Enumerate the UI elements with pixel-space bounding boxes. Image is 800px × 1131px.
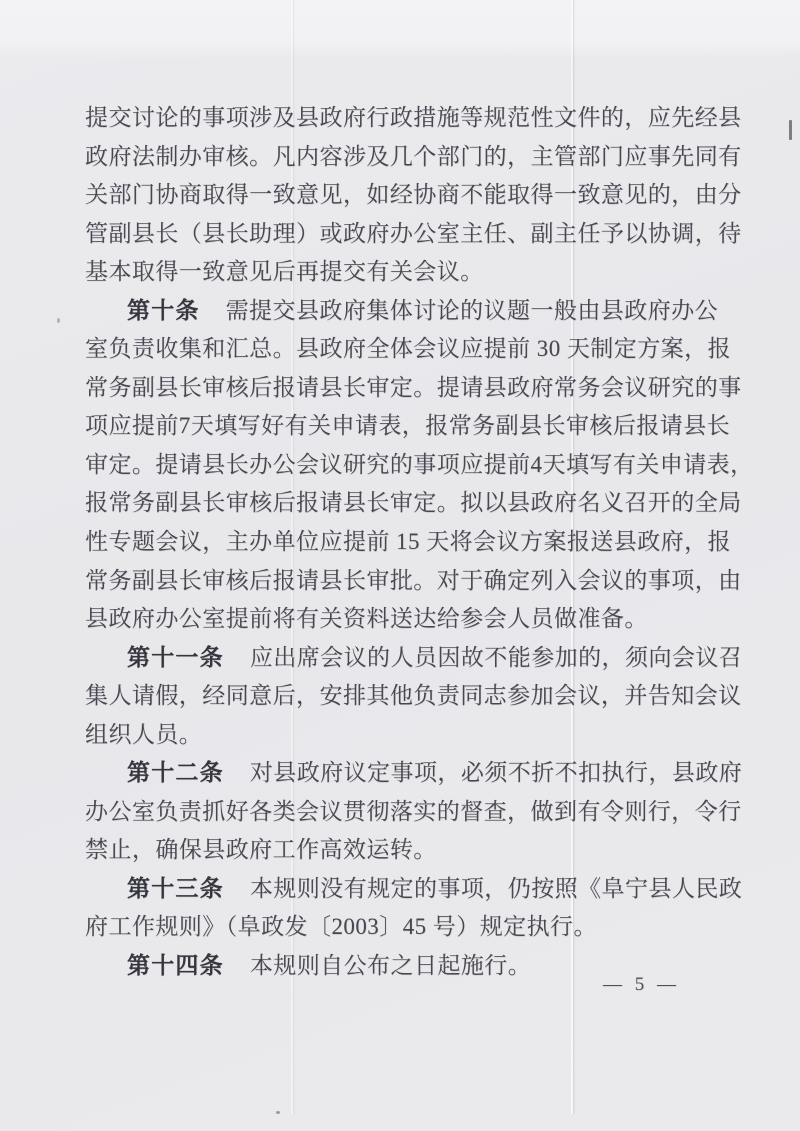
text-line: [85, 677, 775, 716]
line-text: 政府法制办审核。凡内容涉及几个部门的，主管部门应事先同有: [85, 143, 742, 169]
line-text: 办公室负责抓好各类会议贯彻落实的督查，做到有令则行，令行: [85, 798, 742, 824]
article-number: 第十四条: [127, 953, 224, 979]
article-number: 第十二条: [127, 760, 224, 786]
line-text: 报常务副县长审核后报请县长审定。拟以县政府名义召开的全局: [85, 490, 742, 516]
document-body: [85, 99, 775, 986]
line-text: 本规则自公布之日起施行。: [249, 953, 532, 979]
scan-artifact-speck: [57, 318, 60, 323]
line-text: 项应提前7天填写好有关申请表，报常务副县长审核后报请县长: [85, 413, 731, 439]
line-text: 管副县长（县长助理）或政府办公室主任、副主任予以协调，待: [85, 220, 742, 246]
text-line: [85, 523, 775, 562]
line-text: 提交讨论的事项涉及县政府行政措施等规范性文件的，应先经县: [85, 105, 742, 130]
text-line: [85, 908, 775, 947]
line-text: 应出席会议的人员因故不能参加的，须向会议召: [249, 644, 743, 670]
line-text: 关部门协商取得一致意见，如经协商不能取得一致意见的，由分: [85, 182, 742, 208]
line-text: 常务副县长审核后报请县长审批。对于确定列入会议的事项，由: [85, 567, 742, 593]
page-number: — 5 —: [603, 974, 680, 995]
line-text: 本规则没有规定的事项，仍按照《阜宁县人民政: [249, 875, 743, 901]
line-text: 禁止，确保县政府工作高效运转。: [85, 837, 437, 863]
text-line: [85, 831, 775, 870]
line-text: 组织人员。: [85, 721, 203, 747]
text-line: [85, 716, 775, 755]
text-line: [85, 215, 775, 254]
text-line-article-11: [85, 639, 775, 678]
line-text: 对县政府议定事项，必须不折不扣执行，县政府: [249, 760, 743, 786]
text-line: [85, 484, 775, 523]
line-text: 性专题会议，主办单位应提前 15 天将会议方案报送县政府，报: [85, 529, 731, 555]
text-line: [85, 138, 775, 177]
line-text: 基本取得一致意见后再提交有关会议。: [85, 259, 484, 285]
text-line: [85, 99, 775, 138]
line-text: 审定。提请县长办公会议研究的事项应提前4天填写有关申请表，: [85, 451, 754, 477]
line-text: 室负责收集和汇总。县政府全体会议应提前 30 天制定方案，报: [85, 336, 731, 362]
scan-light-band: [0, 0, 800, 58]
article-number: 第十条: [127, 297, 200, 323]
text-line: [85, 176, 775, 215]
line-text: 府工作规则》（阜政发〔2003〕45 号）规定执行。: [85, 914, 597, 940]
text-line: [85, 407, 775, 446]
scan-artifact-speck: [276, 1111, 280, 1114]
text-line: [85, 446, 775, 485]
text-line-article-10: [85, 292, 775, 331]
text-line: [85, 562, 775, 601]
scan-artifact-dash: [789, 120, 792, 140]
text-line: [85, 600, 775, 639]
text-line-article-12: [85, 754, 775, 793]
article-number: 第十三条: [127, 875, 224, 901]
text-line: [85, 253, 775, 292]
text-line: [85, 369, 775, 408]
text-line: [85, 793, 775, 832]
line-text: 县政府办公室提前将有关资料送达给参会人员做准备。: [85, 606, 648, 632]
text-line-article-13: [85, 870, 775, 909]
article-number: 第十一条: [127, 644, 224, 670]
line-text: 常务副县长审核后报请县长审定。提请县政府常务会议研究的事: [85, 374, 742, 400]
text-line: [85, 330, 775, 369]
line-text: 集人请假，经同意后，安排其他负责同志参加会议，并告知会议: [85, 683, 742, 709]
line-text: 需提交县政府集体讨论的议题一般由县政府办公: [225, 297, 719, 323]
